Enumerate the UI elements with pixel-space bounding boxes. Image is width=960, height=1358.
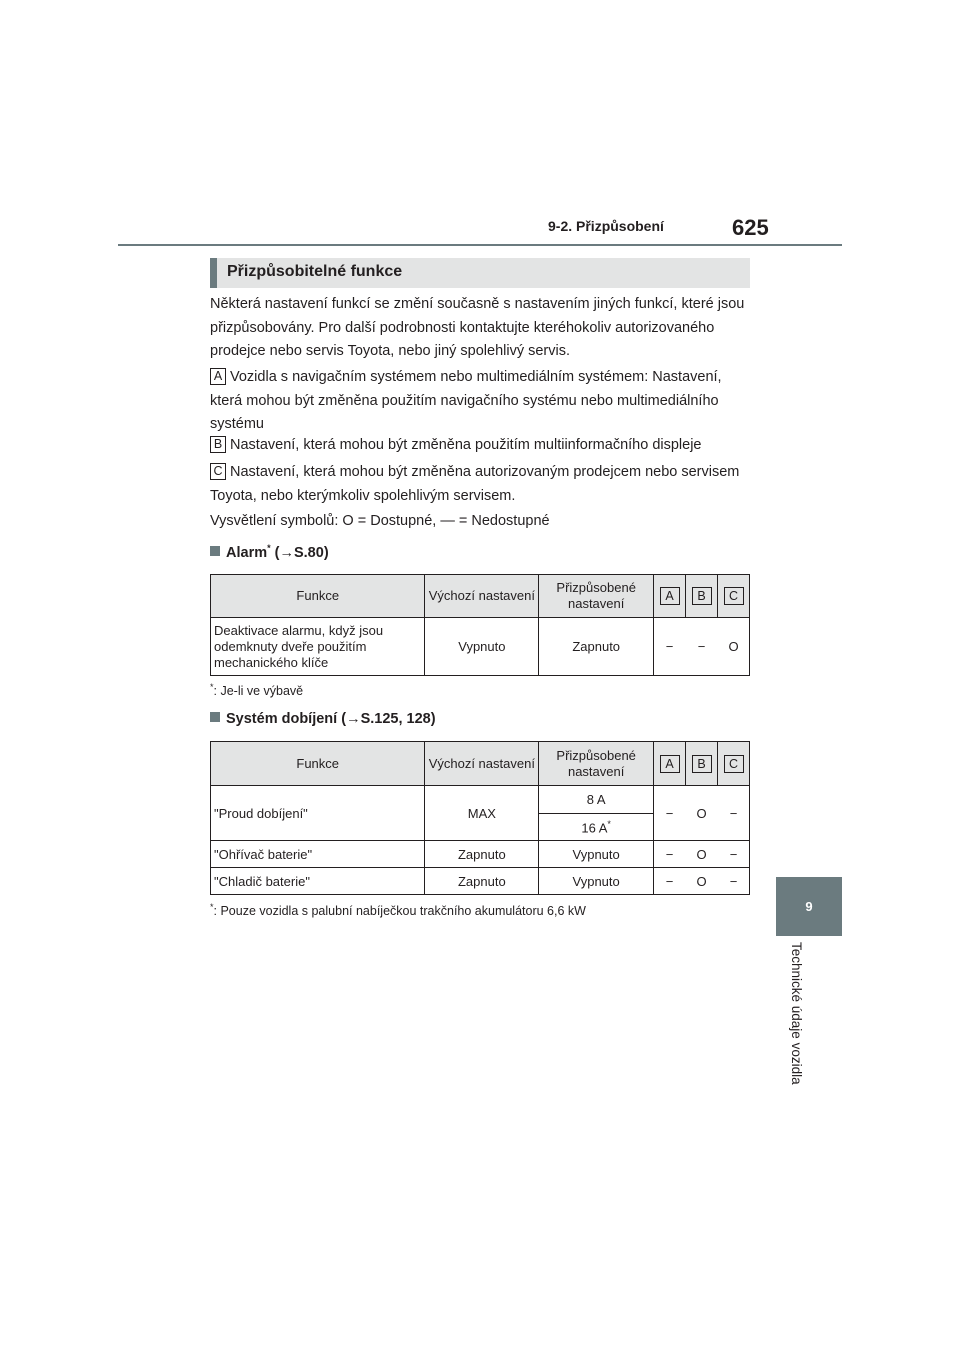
running-header-section: 9-2. Přizpůsobení xyxy=(548,218,664,234)
col-b xyxy=(686,575,718,618)
cell-a: − xyxy=(665,873,674,889)
legend-text: Vozidla s navigačním systémem nebo multimediálním systémem: Nastavení, která mohou být změněna použitím navigačního systému nebo multimediálního systému xyxy=(210,369,722,432)
table-row xyxy=(211,868,750,895)
col-c xyxy=(718,575,750,618)
section-title: Přizpůsobitelné funkce xyxy=(227,263,403,280)
cell-a: − xyxy=(665,846,674,862)
col-b xyxy=(686,742,718,786)
table-header-row xyxy=(211,742,750,786)
table-row xyxy=(211,841,750,868)
col-a xyxy=(654,575,686,618)
charging-table xyxy=(210,741,750,895)
charging-title: Systém dobíjení xyxy=(226,711,338,727)
table-row xyxy=(211,786,750,814)
square-bullet-icon xyxy=(210,546,220,556)
table-row xyxy=(211,618,750,676)
charging-footnote xyxy=(210,902,586,918)
cell-b: O xyxy=(696,873,707,889)
charging-ref: (→S.125, 128) xyxy=(341,711,436,727)
cell-default: Zapnuto xyxy=(425,868,539,895)
col-a-box: A xyxy=(660,587,680,605)
page-number: 625 xyxy=(732,215,769,240)
cell-function: Deaktivace alarmu, když jsou odemknuty dveře použitím mechanického klíče xyxy=(211,618,425,676)
chapter-tab xyxy=(776,877,842,936)
col-c xyxy=(718,742,750,786)
alarm-title: Alarm xyxy=(226,544,268,561)
cell-b: O xyxy=(696,805,707,821)
cell-c: − xyxy=(729,846,738,862)
cell-custom-value: 16 A xyxy=(581,820,608,836)
footnote-marker: * xyxy=(210,902,214,912)
cell-abc xyxy=(654,868,750,895)
cell-default: Vypnuto xyxy=(425,618,539,676)
legend-item-b xyxy=(210,434,755,458)
alarm-title-sup: * xyxy=(267,543,271,553)
cell-b: O xyxy=(696,846,707,862)
col-a xyxy=(654,742,686,786)
cell-default: Zapnuto xyxy=(425,841,539,868)
cell-custom xyxy=(539,814,654,841)
cell-c: − xyxy=(729,805,738,821)
col-function: Funkce xyxy=(211,575,425,618)
col-default: Výchozí nastavení xyxy=(425,575,539,618)
legend-letter-box: C xyxy=(210,463,226,480)
cell-c: − xyxy=(729,873,738,889)
cell-custom: Vypnuto xyxy=(539,868,654,895)
square-bullet-icon xyxy=(210,712,220,722)
alarm-ref: (→S.80) xyxy=(274,544,329,561)
legend-item-c xyxy=(210,461,755,508)
col-c-box: C xyxy=(724,755,744,773)
cell-custom: 8 A xyxy=(539,786,654,814)
section-title-accent xyxy=(210,258,217,288)
legend-text: Nastavení, která mohou být změněna použitím multiinformačního displeje xyxy=(230,437,702,453)
col-b-box: B xyxy=(692,587,712,605)
alarm-footnote xyxy=(210,682,303,698)
col-a-box: A xyxy=(660,755,680,773)
cell-custom: Zapnuto xyxy=(539,618,654,676)
chapter-title: Technické údaje vozidla xyxy=(789,942,804,1085)
legend-text: Nastavení, která mohou být změněna autorizovaným prodejcem nebo servisem Toyota, nebo kterýmkoliv spolehlivým servisem. xyxy=(210,464,740,504)
table-header-row xyxy=(211,575,750,618)
cell-a: − xyxy=(665,639,674,654)
intro-paragraph: Některá nastavení funkcí se změní současně s nastavením jiných funkcí, které jsou přizpůsobovány. Pro další podrobnosti kontaktujte kteréhokoliv autorizovaného prodejce nebo servis Toyota, nebo jiný spolehlivý servis. xyxy=(210,296,745,359)
col-function: Funkce xyxy=(211,742,425,786)
cell-a: − xyxy=(665,805,674,821)
header-rule xyxy=(118,244,842,246)
footnote-marker: * xyxy=(210,682,214,692)
cell-custom: Vypnuto xyxy=(539,841,654,868)
chapter-number: 9 xyxy=(805,899,813,914)
col-default: Výchozí nastavení xyxy=(425,742,539,786)
chapter-title-vertical xyxy=(786,942,806,1112)
col-custom: Přizpůsobené nastavení xyxy=(539,575,654,618)
charging-heading xyxy=(210,711,436,727)
cell-c: O xyxy=(728,639,739,654)
footnote-marker: * xyxy=(607,818,611,829)
section-title-bar xyxy=(210,258,750,288)
cell-function: "Proud dobíjení" xyxy=(211,786,425,841)
col-c-box: C xyxy=(724,587,744,605)
alarm-heading xyxy=(210,543,329,561)
cell-function: "Ohřívač baterie" xyxy=(211,841,425,868)
cell-function: "Chladič baterie" xyxy=(211,868,425,895)
footnote-text: : Pouze vozidla s palubní nabíječkou trakčního akumulátoru 6,6 kW xyxy=(213,904,586,919)
cell-abc xyxy=(654,786,750,841)
cell-b: − xyxy=(697,639,706,654)
alarm-table xyxy=(210,574,750,676)
cell-abc xyxy=(654,841,750,868)
cell-default: MAX xyxy=(425,786,539,841)
legend-item-a xyxy=(210,366,755,437)
symbols-note: Vysvětlení symbolů: O = Dostupné, — = Nedostupné xyxy=(210,513,550,529)
legend-letter-box: A xyxy=(210,368,226,385)
cell-abc xyxy=(654,618,750,676)
legend-letter-box: B xyxy=(210,436,226,453)
footnote-text: : Je-li ve výbavě xyxy=(213,684,304,699)
col-custom: Přizpůsobené nastavení xyxy=(539,742,654,786)
col-b-box: B xyxy=(692,755,712,773)
